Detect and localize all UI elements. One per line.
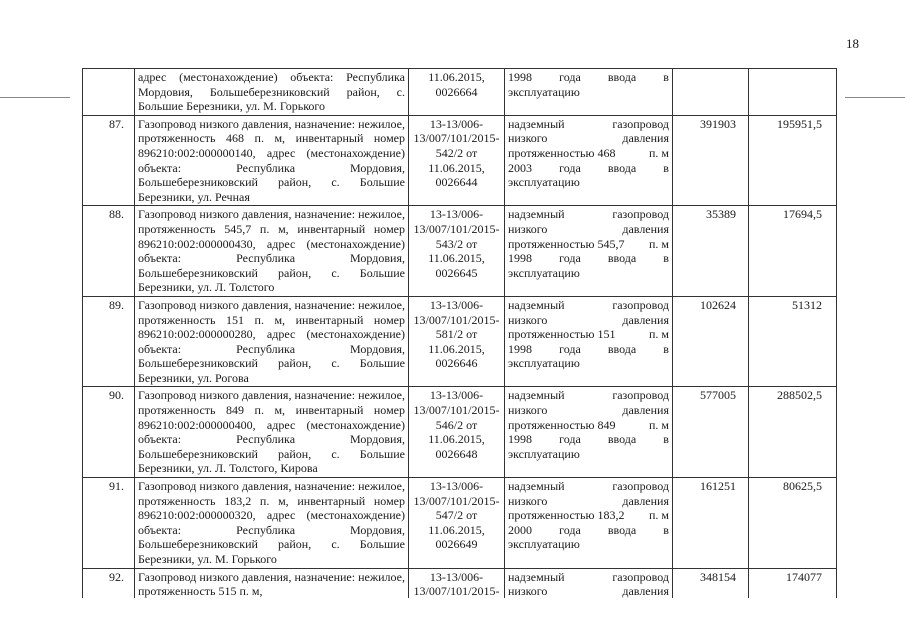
characteristics-word: 2000 xyxy=(508,522,532,537)
characteristics-word: п. м xyxy=(648,327,669,342)
characteristics-word: протяженностью 545,7 xyxy=(508,236,625,251)
characteristics-word: давления xyxy=(622,493,669,508)
object-characteristics xyxy=(505,387,673,478)
characteristics-word: давления xyxy=(622,221,669,236)
object-description: Газопровод низкого давления, назначение: нежилое, протяженность 468 п. м, инвентарный номер 896210:002:000000140, адрес (местонахождение) объекта: Республика Мордовия, Большеберезниковский район, с. Большие Березники, ул. Речная xyxy=(135,115,409,206)
characteristics-word: низкого xyxy=(508,403,548,418)
value-column-2: 80625,5 xyxy=(749,478,837,569)
characteristics-word: надземный xyxy=(508,479,565,494)
characteristics-word: надземный xyxy=(508,569,565,584)
characteristics-word: давления xyxy=(622,312,669,327)
characteristics-word: надземный xyxy=(508,297,565,312)
characteristics-word: ввода xyxy=(607,341,637,356)
characteristics-word: в xyxy=(663,341,669,356)
registration-line: 11.06.2015, xyxy=(428,251,485,266)
characteristics-word: надземный xyxy=(508,116,565,131)
characteristics-word: 1998 xyxy=(508,251,532,266)
value-column-2: 17694,5 xyxy=(749,206,837,297)
object-description: Газопровод низкого давления, назначение: нежилое, протяженность 545,7 п. м, инвентарный номер 896210:002:000000430, адрес (местонахождение) объекта: Республика Мордовия, Большеберезниковский район, с. Большие Березники, ул. Л. Толстого xyxy=(135,206,409,297)
registration-line: 13-13/006- xyxy=(429,207,484,222)
characteristics-word: ввода xyxy=(607,522,637,537)
table-row xyxy=(83,115,837,206)
characteristics-line xyxy=(508,356,669,371)
characteristics-word: ввода xyxy=(607,251,637,266)
value-column-1: 577005 xyxy=(673,387,749,478)
characteristics-line xyxy=(508,432,669,447)
characteristics-line xyxy=(508,85,669,100)
characteristics-word: года xyxy=(559,160,581,175)
registration-line: 13-13/006- xyxy=(429,297,484,312)
characteristics-word: газопровод xyxy=(612,207,669,222)
row-number: 91. xyxy=(83,478,135,569)
page-number: 18 xyxy=(846,36,859,51)
characteristics-word: протяженностью 183,2 xyxy=(508,508,625,523)
registration-line: 0026664 xyxy=(435,84,478,99)
property-registry-table xyxy=(82,68,837,598)
characteristics-line xyxy=(508,251,669,266)
registration-line: 13-13/006- xyxy=(429,388,484,403)
characteristics-word: протяженностью 849 xyxy=(508,417,616,432)
value-column-2: 174077 xyxy=(749,568,837,598)
registration-record xyxy=(409,206,505,297)
characteristics-line xyxy=(508,447,669,462)
registration-line: 0026649 xyxy=(435,537,478,552)
characteristics-line xyxy=(508,570,669,585)
registration-line: 0026645 xyxy=(435,265,478,280)
row-number: 88. xyxy=(83,206,135,297)
characteristics-word: года xyxy=(559,251,581,266)
registration-line: 0026648 xyxy=(435,446,478,461)
value-column-1: 102624 xyxy=(673,296,749,387)
registration-line: 13/007/101/2015- xyxy=(413,221,500,236)
object-description: Газопровод низкого давления, назначение: нежилое, протяженность 849 п. м, инвентарный номер 896210:002:000000400, адрес (местонахождение) объекта: Республика Мордовия, Большеберезниковский район, с. Большие Березники, ул. Л. Толстого, Кирова xyxy=(135,387,409,478)
registration-line: 11.06.2015, xyxy=(428,160,485,175)
characteristics-word: надземный xyxy=(508,388,565,403)
value-column-2: 51312 xyxy=(749,296,837,387)
characteristics-line xyxy=(508,523,669,538)
characteristics-word: в xyxy=(663,160,669,175)
registration-record xyxy=(409,69,505,116)
table-row xyxy=(83,296,837,387)
registration-record xyxy=(409,478,505,569)
characteristics-word: эксплуатацию xyxy=(508,175,580,190)
characteristics-word: в xyxy=(663,522,669,537)
value-column-1: 35389 xyxy=(673,206,749,297)
row-number: 90. xyxy=(83,387,135,478)
characteristics-line xyxy=(508,117,669,132)
registration-line: 11.06.2015, xyxy=(428,341,485,356)
characteristics-line xyxy=(508,508,669,523)
registration-line: 547/2 от xyxy=(435,508,478,523)
characteristics-word: п. м xyxy=(648,508,669,523)
object-characteristics xyxy=(505,69,673,116)
characteristics-word: эксплуатацию xyxy=(508,84,580,99)
registration-line: 0026646 xyxy=(435,356,478,371)
registration-line: 581/2 от xyxy=(435,327,478,342)
characteristics-word: ввода xyxy=(607,70,637,84)
characteristics-word: эксплуатацию xyxy=(508,356,580,371)
registration-record xyxy=(409,387,505,478)
object-characteristics xyxy=(505,478,673,569)
characteristics-line xyxy=(508,403,669,418)
characteristics-word: низкого xyxy=(508,131,548,146)
characteristics-word: в xyxy=(663,432,669,447)
characteristics-line xyxy=(508,237,669,252)
characteristics-line xyxy=(508,161,669,176)
characteristics-line xyxy=(508,584,669,598)
characteristics-word: газопровод xyxy=(612,388,669,403)
object-characteristics xyxy=(505,206,673,297)
characteristics-line xyxy=(508,222,669,237)
characteristics-word: ввода xyxy=(607,160,637,175)
characteristics-word: 1998 xyxy=(508,432,532,447)
characteristics-line xyxy=(508,175,669,190)
characteristics-word: газопровод xyxy=(612,116,669,131)
registration-line: 546/2 от xyxy=(435,417,478,432)
characteristics-word: 1998 xyxy=(508,341,532,356)
registration-line: 13/007/101/2015- xyxy=(413,312,500,327)
registration-line: 543/2 от xyxy=(435,236,478,251)
value-column-2 xyxy=(749,69,837,116)
characteristics-word: п. м xyxy=(648,417,669,432)
characteristics-word: эксплуатацию xyxy=(508,446,580,461)
characteristics-word: низкого xyxy=(508,221,548,236)
registration-line: 11.06.2015, xyxy=(428,70,485,84)
table-row xyxy=(83,478,837,569)
registration-record xyxy=(409,568,505,598)
row-number: 89. xyxy=(83,296,135,387)
registration-line: 13/007/101/2015- xyxy=(413,403,500,418)
value-column-1 xyxy=(673,69,749,116)
characteristics-word: газопровод xyxy=(612,569,669,584)
characteristics-word: 2003 xyxy=(508,160,532,175)
characteristics-word: в xyxy=(663,251,669,266)
characteristics-line xyxy=(508,146,669,161)
registration-line: 0026644 xyxy=(435,175,478,190)
object-description: Газопровод низкого давления, назначение: нежилое, протяженность 151 п. м, инвентарный номер 896210:002:000000280, адрес (местонахождение) объекта: Республика Мордовия, Большеберезниковский район, с. Большие Березники, ул. Рогова xyxy=(135,296,409,387)
characteristics-line xyxy=(508,342,669,357)
registration-line: 542/2 от xyxy=(435,145,478,160)
value-column-1: 161251 xyxy=(673,478,749,569)
value-column-2: 288502,5 xyxy=(749,387,837,478)
characteristics-line xyxy=(508,266,669,281)
characteristics-word: протяженностью 151 xyxy=(508,327,616,342)
characteristics-line xyxy=(508,131,669,146)
characteristics-line xyxy=(508,479,669,494)
registration-record xyxy=(409,115,505,206)
table-row xyxy=(83,69,837,116)
table-row xyxy=(83,387,837,478)
characteristics-word: низкого xyxy=(508,584,548,598)
characteristics-word: в xyxy=(663,70,669,84)
value-column-1: 348154 xyxy=(673,568,749,598)
registration-line: 13/007/101/2015- xyxy=(413,493,500,508)
characteristics-word: газопровод xyxy=(612,297,669,312)
registration-line: 13-13/006- xyxy=(429,479,484,494)
row-number xyxy=(83,69,135,116)
characteristics-line xyxy=(508,388,669,403)
characteristics-word: года xyxy=(559,70,581,84)
characteristics-line xyxy=(508,313,669,328)
table-row xyxy=(83,568,837,598)
characteristics-line xyxy=(508,207,669,222)
characteristics-word: года xyxy=(559,341,581,356)
characteristics-word: давления xyxy=(622,131,669,146)
object-characteristics xyxy=(505,296,673,387)
characteristics-word: низкого xyxy=(508,312,548,327)
characteristics-line xyxy=(508,418,669,433)
object-description: адрес (местонахождение) объекта: Республика Мордовия, Большеберезниковский район, с. Большие Березники, ул. М. Горького xyxy=(135,69,409,116)
characteristics-word: давления xyxy=(622,403,669,418)
characteristics-line xyxy=(508,327,669,342)
characteristics-word: года xyxy=(559,432,581,447)
registration-line: 13/007/101/2015- xyxy=(413,584,500,598)
characteristics-word: эксплуатацию xyxy=(508,537,580,552)
registration-record xyxy=(409,296,505,387)
row-number: 92. xyxy=(83,568,135,598)
object-description: Газопровод низкого давления, назначение: нежилое, протяженность 183,2 п. м, инвентарный номер 896210:002:000000320, адрес (местонахождение) объекта: Республика Мордовия, Большеберезниковский район, с. Большие Березники, ул. М. Горького xyxy=(135,478,409,569)
value-column-2: 195951,5 xyxy=(749,115,837,206)
characteristics-line xyxy=(508,298,669,313)
registration-line: 13-13/006- xyxy=(429,116,484,131)
registration-line: 11.06.2015, xyxy=(428,432,485,447)
characteristics-word: низкого xyxy=(508,493,548,508)
characteristics-word: года xyxy=(559,522,581,537)
object-description: Газопровод низкого давления, назначение: нежилое, протяженность 515 п. м, xyxy=(135,568,409,598)
registration-line: 13/007/101/2015- xyxy=(413,131,500,146)
characteristics-word: эксплуатацию xyxy=(508,265,580,280)
characteristics-word: протяженностью 468 xyxy=(508,145,616,160)
table-row xyxy=(83,206,837,297)
characteristics-word: давления xyxy=(622,584,669,598)
characteristics-line xyxy=(508,494,669,509)
characteristics-word: ввода xyxy=(607,432,637,447)
characteristics-word: 1998 xyxy=(508,70,532,84)
row-number: 87. xyxy=(83,115,135,206)
object-characteristics xyxy=(505,115,673,206)
characteristics-word: п. м xyxy=(648,236,669,251)
object-characteristics xyxy=(505,568,673,598)
characteristics-word: п. м xyxy=(648,145,669,160)
characteristics-line xyxy=(508,537,669,552)
registration-line: 11.06.2015, xyxy=(428,522,485,537)
characteristics-line xyxy=(508,70,669,85)
registration-line: 13-13/006- xyxy=(429,569,484,584)
characteristics-word: газопровод xyxy=(612,479,669,494)
characteristics-word: надземный xyxy=(508,207,565,222)
value-column-1: 391903 xyxy=(673,115,749,206)
